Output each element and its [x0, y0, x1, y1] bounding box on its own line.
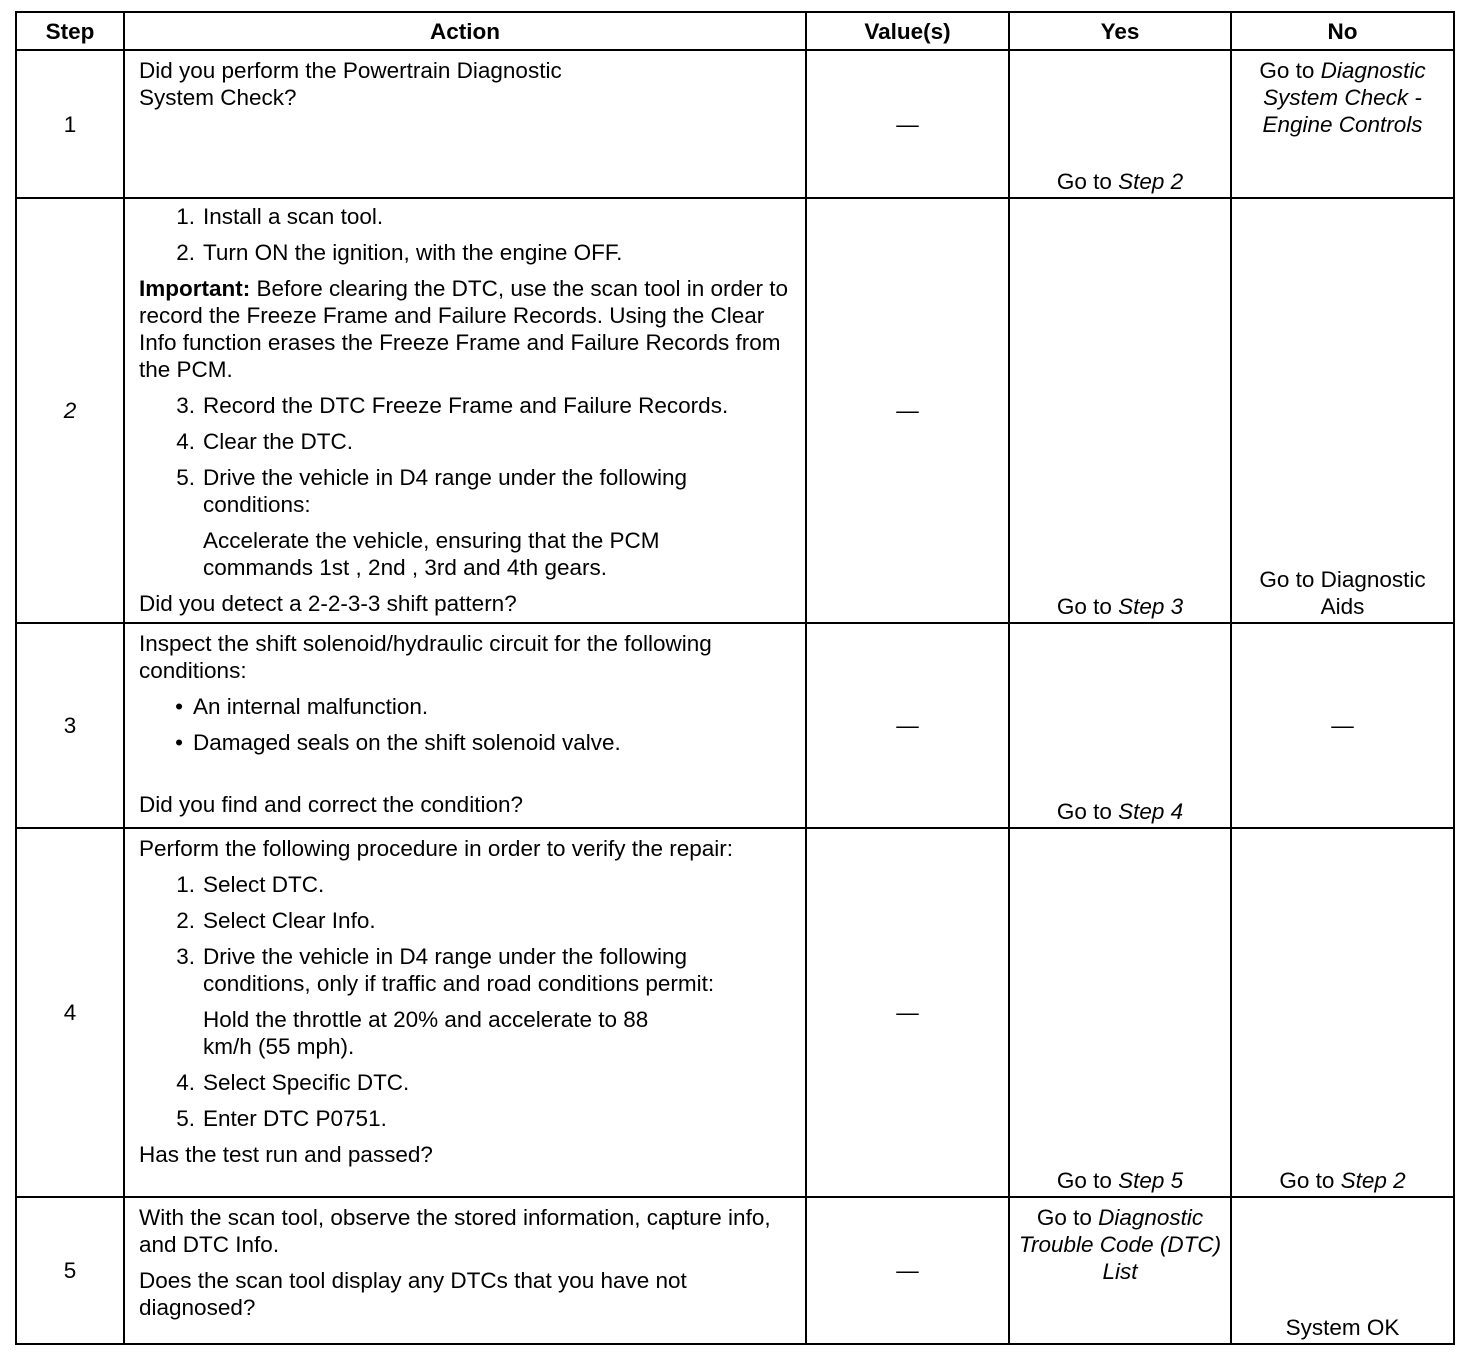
no-link[interactable]: Step 2 — [1340, 1168, 1406, 1193]
step-number: 5 — [16, 1197, 124, 1344]
no-cell: — — [1231, 623, 1454, 828]
question-text: Did you detect a 2-2-3-3 shift pattern? — [139, 591, 517, 616]
yes-link[interactable]: Step 4 — [1118, 799, 1184, 824]
header-action: Action — [124, 12, 806, 50]
action-cell — [124, 50, 806, 198]
yes-prefix: Go to — [1056, 594, 1119, 619]
list-item — [139, 907, 795, 934]
item-text: Select Specific DTC. — [203, 1070, 410, 1095]
item-text: Install a scan tool. — [203, 204, 384, 229]
bullet: • — [175, 694, 183, 719]
important-text: Before clearing the DTC, use the scan tool in order to record the Freeze Frame and Failure Records. Using the Clear Info function erases the Freeze Frame and Failure Records from the PCM. — [139, 276, 789, 382]
important-note — [139, 275, 795, 383]
list-item — [139, 943, 795, 997]
table-row-step-4 — [16, 828, 1454, 1197]
step-number: 3 — [16, 623, 124, 828]
procedure-list — [139, 1069, 795, 1132]
item-text: Damaged seals on the shift solenoid valve. — [193, 730, 621, 755]
header-step: Step — [16, 12, 124, 50]
list-item — [139, 693, 795, 720]
yes-cell[interactable] — [1009, 828, 1231, 1197]
step-number: 4 — [16, 828, 124, 1197]
item-text: Select DTC. — [203, 872, 325, 897]
list-item — [139, 239, 795, 266]
item-number: 5. — [176, 1106, 195, 1131]
value-cell: — — [806, 623, 1009, 828]
item-text: Select Clear Info. — [203, 908, 376, 933]
action-text: Did you perform the Powertrain Diagnostic System Check? — [139, 58, 562, 110]
item-number: 2. — [176, 240, 195, 265]
list-item — [139, 203, 795, 230]
step-number: 2 — [16, 198, 124, 623]
item-number: 3. — [176, 393, 195, 418]
header-yes: Yes — [1009, 12, 1231, 50]
list-item — [139, 1069, 795, 1096]
drive-condition: Accelerate the vehicle, ensuring that the PCM commands 1st , 2nd , 3rd and 4th gears. — [203, 528, 660, 580]
no-link[interactable]: Go to Diagnostic Aids — [1259, 567, 1426, 619]
important-label: Important: — [139, 276, 251, 301]
yes-cell[interactable] — [1009, 623, 1231, 828]
yes-prefix: Go to — [1056, 1168, 1119, 1193]
item-text: Enter DTC P0751. — [203, 1106, 387, 1131]
no-cell[interactable] — [1231, 198, 1454, 623]
drive-condition: Hold the throttle at 20% and accelerate to 88 km/h (55 mph). — [203, 1007, 649, 1059]
diagnostic-table — [15, 11, 1455, 1345]
item-text: Turn ON the ignition, with the engine OFF. — [203, 240, 623, 265]
yes-prefix: Go to — [1036, 1205, 1099, 1230]
no-link[interactable]: Diagnostic System Check - Engine Controls — [1262, 58, 1426, 137]
list-item — [139, 428, 795, 455]
table-row-step-5 — [16, 1197, 1454, 1344]
no-cell[interactable] — [1231, 50, 1454, 198]
yes-link[interactable]: Step 3 — [1118, 594, 1184, 619]
item-number: 4. — [176, 429, 195, 454]
yes-prefix: Go to — [1056, 799, 1119, 824]
item-number: 4. — [176, 1070, 195, 1095]
action-cell — [124, 1197, 806, 1344]
yes-link[interactable]: Step 5 — [1118, 1168, 1184, 1193]
procedure-list — [139, 871, 795, 997]
list-item — [139, 729, 795, 756]
question-text: Does the scan tool display any DTCs that you have not diagnosed? — [139, 1268, 687, 1320]
list-item — [139, 871, 795, 898]
value-cell: — — [806, 828, 1009, 1197]
table-row-step-3 — [16, 623, 1454, 828]
item-number: 3. — [176, 944, 195, 969]
header-values: Value(s) — [806, 12, 1009, 50]
table-row-step-2 — [16, 198, 1454, 623]
action-cell — [124, 623, 806, 828]
condition-list — [139, 693, 795, 756]
list-item — [139, 392, 795, 419]
yes-cell[interactable] — [1009, 1197, 1231, 1344]
yes-cell[interactable] — [1009, 50, 1231, 198]
yes-prefix: Go to — [1056, 169, 1119, 194]
yes-link[interactable]: Step 2 — [1118, 169, 1184, 194]
yes-link[interactable]: Diagnostic Trouble Code (DTC) List — [1018, 1205, 1222, 1284]
item-number: 1. — [176, 872, 195, 897]
value-cell: — — [806, 50, 1009, 198]
header-row — [16, 12, 1454, 50]
action-cell — [124, 828, 806, 1197]
question-text: Did you find and correct the condition? — [139, 792, 523, 817]
value-cell: — — [806, 1197, 1009, 1344]
question-text: Has the test run and passed? — [139, 1142, 433, 1167]
step-number: 1 — [16, 50, 124, 198]
bullet: • — [175, 730, 183, 755]
list-item — [139, 1105, 795, 1132]
item-number: 1. — [176, 204, 195, 229]
intro-text: Inspect the shift solenoid/hydraulic circuit for the following conditions: — [139, 631, 712, 683]
item-text: Drive the vehicle in D4 range under the following conditions: — [203, 465, 688, 517]
item-text: Drive the vehicle in D4 range under the following conditions, only if traffic and road conditions permit: — [203, 944, 715, 996]
procedure-list — [139, 203, 795, 266]
no-cell[interactable] — [1231, 828, 1454, 1197]
item-text: Clear the DTC. — [203, 429, 354, 454]
intro-text: Perform the following procedure in order to verify the repair: — [139, 836, 734, 861]
table-row-step-1 — [16, 50, 1454, 198]
no-prefix: Go to — [1259, 58, 1321, 83]
list-item — [139, 464, 795, 518]
item-text: Record the DTC Freeze Frame and Failure Records. — [203, 393, 729, 418]
action-text: With the scan tool, observe the stored information, capture info, and DTC Info. — [139, 1205, 771, 1257]
item-number: 2. — [176, 908, 195, 933]
procedure-list — [139, 392, 795, 518]
action-cell — [124, 198, 806, 623]
value-cell: — — [806, 198, 1009, 623]
no-prefix: Go to — [1279, 1168, 1341, 1193]
header-no: No — [1231, 12, 1454, 50]
item-text: An internal malfunction. — [193, 694, 429, 719]
yes-cell[interactable] — [1009, 198, 1231, 623]
no-cell: System OK — [1231, 1197, 1454, 1344]
item-number: 5. — [176, 465, 195, 490]
